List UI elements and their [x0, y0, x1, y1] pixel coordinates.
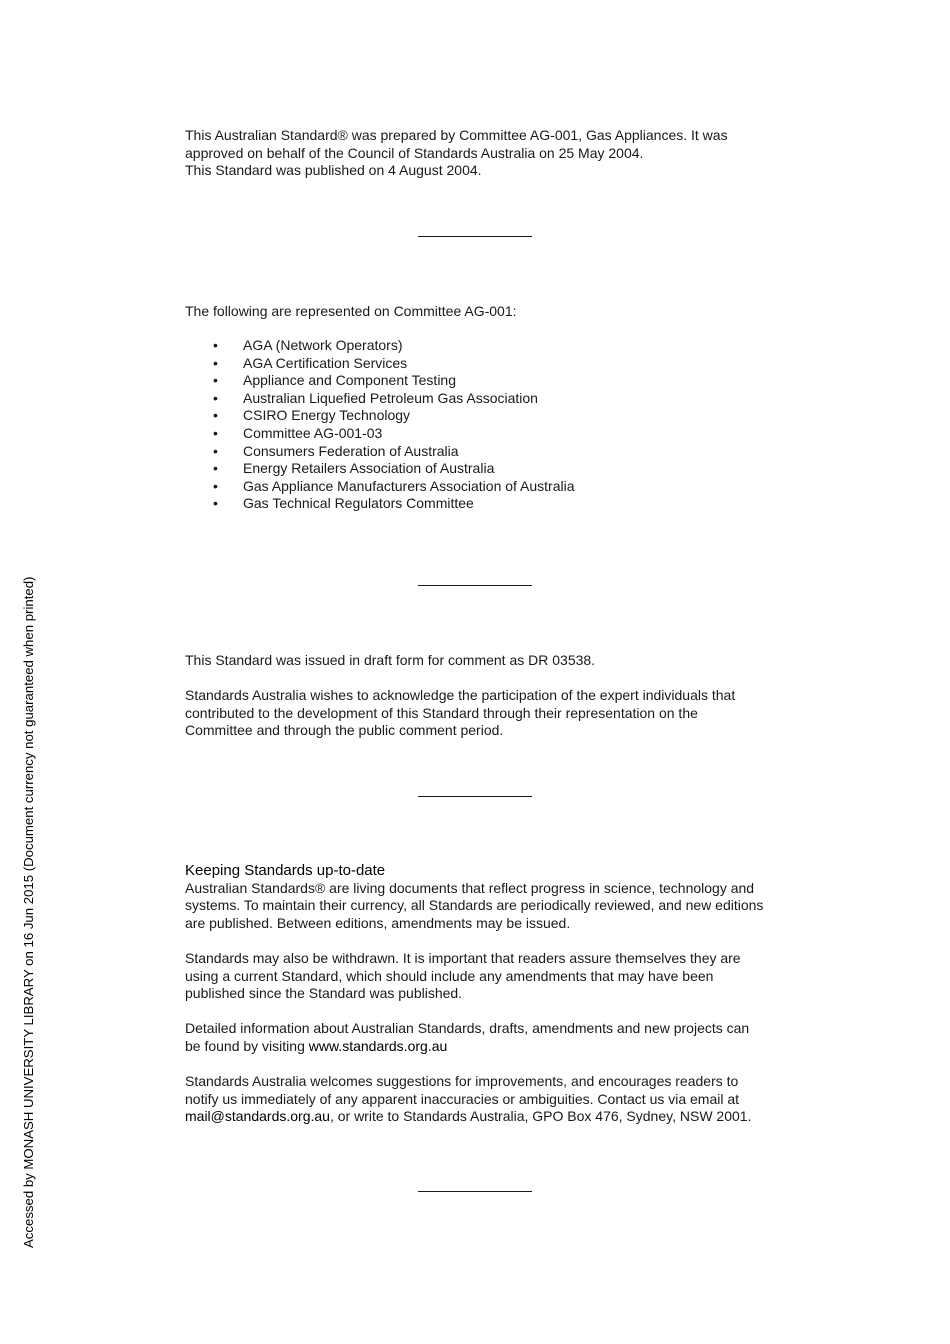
section-divider — [418, 1191, 532, 1192]
list-item — [213, 460, 575, 478]
member-name: Australian Liquefied Petroleum Gas Association — [243, 389, 538, 406]
member-name: CSIRO Energy Technology — [243, 407, 411, 424]
paragraph-line — [185, 1108, 775, 1126]
committee-intro — [185, 303, 775, 321]
paragraph-line: using a current Standard, which should include any amendments that may have been — [185, 967, 714, 984]
bullet-icon: • — [213, 460, 218, 477]
member-name: AGA Certification Services — [243, 354, 408, 371]
access-watermark: Accessed by MONASH UNIVERSITY LIBRARY on 16 Jun 2015 (Document currency not guaranteed when printed) — [21, 576, 36, 1248]
member-name: Committee AG-001-03 — [243, 424, 383, 441]
acknowledgement-line: Standards Australia wishes to acknowledge the participation of the expert individuals that — [185, 687, 736, 704]
list-item — [213, 478, 575, 496]
list-item — [213, 355, 575, 373]
bullet-icon: • — [213, 337, 218, 353]
list-item — [213, 372, 575, 390]
committee-intro-text: The following are represented on Committee AG-001: — [185, 303, 517, 319]
list-item — [213, 425, 575, 443]
paragraph-line: Detailed information about Australian Standards, drafts, amendments and new projects can — [185, 1020, 750, 1037]
draft-section — [185, 652, 775, 740]
list-item — [213, 390, 575, 408]
bullet-icon: • — [213, 372, 218, 389]
section-divider — [418, 796, 532, 797]
paragraph-line: published since the Standard was published. — [185, 985, 463, 1002]
member-name: Gas Appliance Manufacturers Association of Australia — [243, 477, 575, 494]
acknowledgement-line: Committee and through the public comment period. — [185, 722, 504, 739]
bullet-icon: • — [213, 424, 218, 441]
member-name: Appliance and Component Testing — [243, 372, 457, 389]
acknowledgement-line: contributed to the development of this Standard through their representation on the — [185, 704, 698, 721]
paragraph-line: are published. Between editions, amendments may be issued. — [185, 914, 571, 931]
bullet-icon: • — [213, 495, 218, 512]
email-link[interactable]: mail@standards.org.au — [185, 1108, 330, 1125]
section-divider — [418, 585, 532, 586]
paragraph-line: Standards Australia welcomes suggestions for improvements, and encourages readers to — [185, 1073, 739, 1090]
website-link[interactable]: www.standards.org.au — [308, 1037, 448, 1054]
draft-issued-text: This Standard was issued in draft form for comment as DR 03538. — [185, 652, 596, 668]
committee-member-list — [213, 337, 575, 513]
bullet-icon: • — [213, 354, 218, 371]
member-name: Gas Technical Regulators Committee — [243, 495, 474, 512]
list-item — [213, 337, 575, 355]
paragraph-line: notify us immediately of any apparent inaccuracies or ambiguities. Contact us via email at — [185, 1090, 740, 1107]
paragraph-text: , or write to Standards Australia, GPO Box 476, Sydney, NSW 2001. — [329, 1108, 752, 1125]
list-item — [213, 407, 575, 425]
list-item — [213, 495, 575, 513]
bullet-icon: • — [213, 407, 218, 424]
preparation-line: This Australian Standard® was prepared by Committee AG-001, Gas Appliances. It was — [185, 127, 728, 143]
paragraph-line: Australian Standards® are living documents that reflect progress in science, technology and — [185, 879, 755, 896]
keeping-standards-section — [185, 862, 775, 1126]
member-name: Energy Retailers Association of Australia — [243, 460, 495, 477]
member-name: AGA (Network Operators) — [243, 337, 403, 353]
publication-date-line: This Standard was published on 4 August 2004. — [185, 162, 482, 179]
paragraph-line: Standards may also be withdrawn. It is important that readers assure themselves they are — [185, 949, 741, 966]
bullet-icon: • — [213, 389, 218, 406]
list-item — [213, 443, 575, 461]
paragraph-line: systems. To maintain their currency, all Standards are periodically reviewed, and new editions — [185, 897, 764, 914]
section-divider — [418, 236, 532, 237]
preparation-line: approved on behalf of the Council of Standards Australia on 25 May 2004. — [185, 144, 644, 161]
bullet-icon: • — [213, 442, 218, 459]
bullet-icon: • — [213, 477, 218, 494]
member-name: Consumers Federation of Australia — [243, 442, 459, 459]
paragraph-line — [185, 1038, 775, 1056]
paragraph-text: be found by visiting — [185, 1037, 309, 1054]
section-heading: Keeping Standards up-to-date — [185, 862, 386, 879]
preparation-statement — [185, 127, 775, 180]
